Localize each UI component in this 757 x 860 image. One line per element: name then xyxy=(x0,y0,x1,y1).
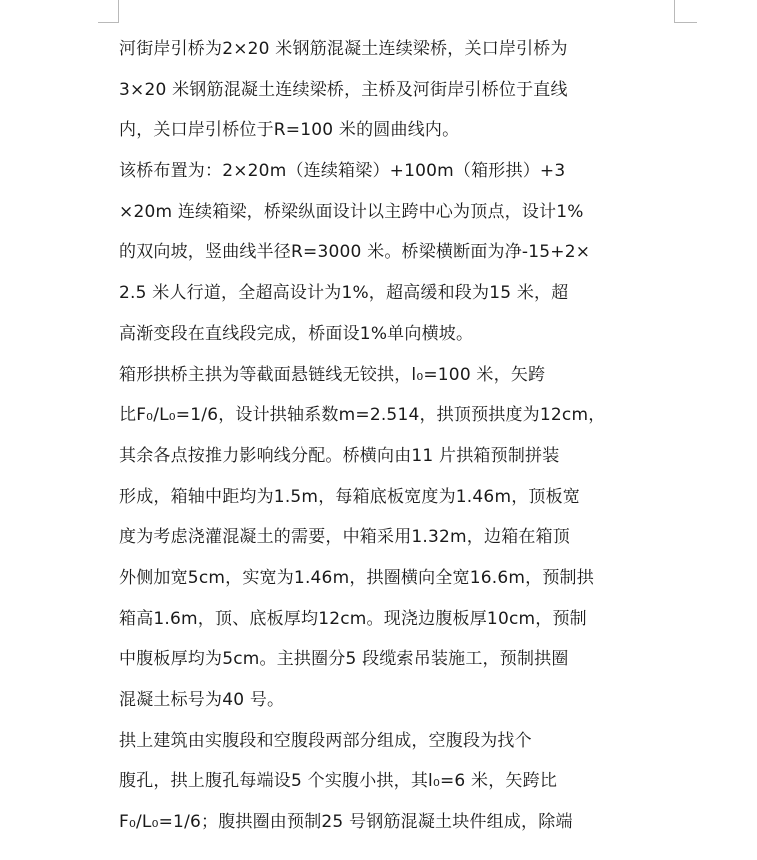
text-line: 形成，箱轴中距均为1.5m，每箱底板宽度为1.46m，顶板宽 xyxy=(119,486,581,507)
text-line: 3×20 米钢筋混凝土连续梁桥，主桥及河街岸引桥位于直线 xyxy=(119,79,568,100)
text-line: 其余各点按推力影响线分配。桥横向由11 片拱箱预制拼装 xyxy=(119,445,560,466)
text-line: 比F₀/L₀=1/6，设计拱轴系数m=2.514，拱顶预拱度为12cm， xyxy=(119,405,606,426)
text-line: 高渐变段在直线段完成，桥面设1%单向横坡。 xyxy=(119,323,474,344)
text-line: 箱形拱桥主拱为等截面悬链线无铰拱，l₀=100 米，矢跨 xyxy=(119,364,546,385)
text-line: 内，关口岸引桥位于R=100 米的圆曲线内。 xyxy=(119,120,460,141)
text-line: 该桥布置为：2×20m（连续箱梁）+100m（箱形拱）+3 xyxy=(119,161,566,182)
text-line: 河街岸引桥为2×20 米钢筋混凝土连续梁桥，关口岸引桥为 xyxy=(119,39,568,59)
text-line: ×20m 连续箱梁，桥梁纵面设计以主跨中心为顶点，设计1% xyxy=(119,201,584,222)
text-line: 混凝土标号为40 号。 xyxy=(119,690,285,710)
top-left-margin-mark xyxy=(98,0,119,23)
text-line: 度为考虑浇灌混凝土的需要，中箱采用1.32m，边箱在箱顶 xyxy=(119,527,571,548)
text-line: 箱高1.6m，顶、底板厚均12cm。现浇边腹板厚10cm，预制 xyxy=(119,608,587,629)
text-line: 中腹板厚均为5cm。主拱圈分5 段缆索吊装施工，预制拱圈 xyxy=(119,649,569,670)
text-line: F₀/L₀=1/6；腹拱圈由预制25 号钢筋混凝土块件组成，除端 xyxy=(119,812,573,833)
text-line: 外侧加宽5cm，实宽为1.46m，拱圈横向全宽16.6m，预制拱 xyxy=(119,567,594,588)
document-body xyxy=(119,29,619,843)
text-line: 的双向坡，竖曲线半径R=3000 米。桥梁横断面为净-15+2× xyxy=(119,242,591,263)
text-line: 拱上建筑由实腹段和空腹段两部分组成，空腹段为找个 xyxy=(119,730,532,751)
text-line: 2.5 米人行道，全超高设计为1%，超高缓和段为15 米，超 xyxy=(119,283,569,304)
text-line: 腹孔，拱上腹孔每端设5 个实腹小拱，其l₀=6 米，矢跨比 xyxy=(119,771,558,792)
top-right-margin-mark xyxy=(674,0,697,23)
